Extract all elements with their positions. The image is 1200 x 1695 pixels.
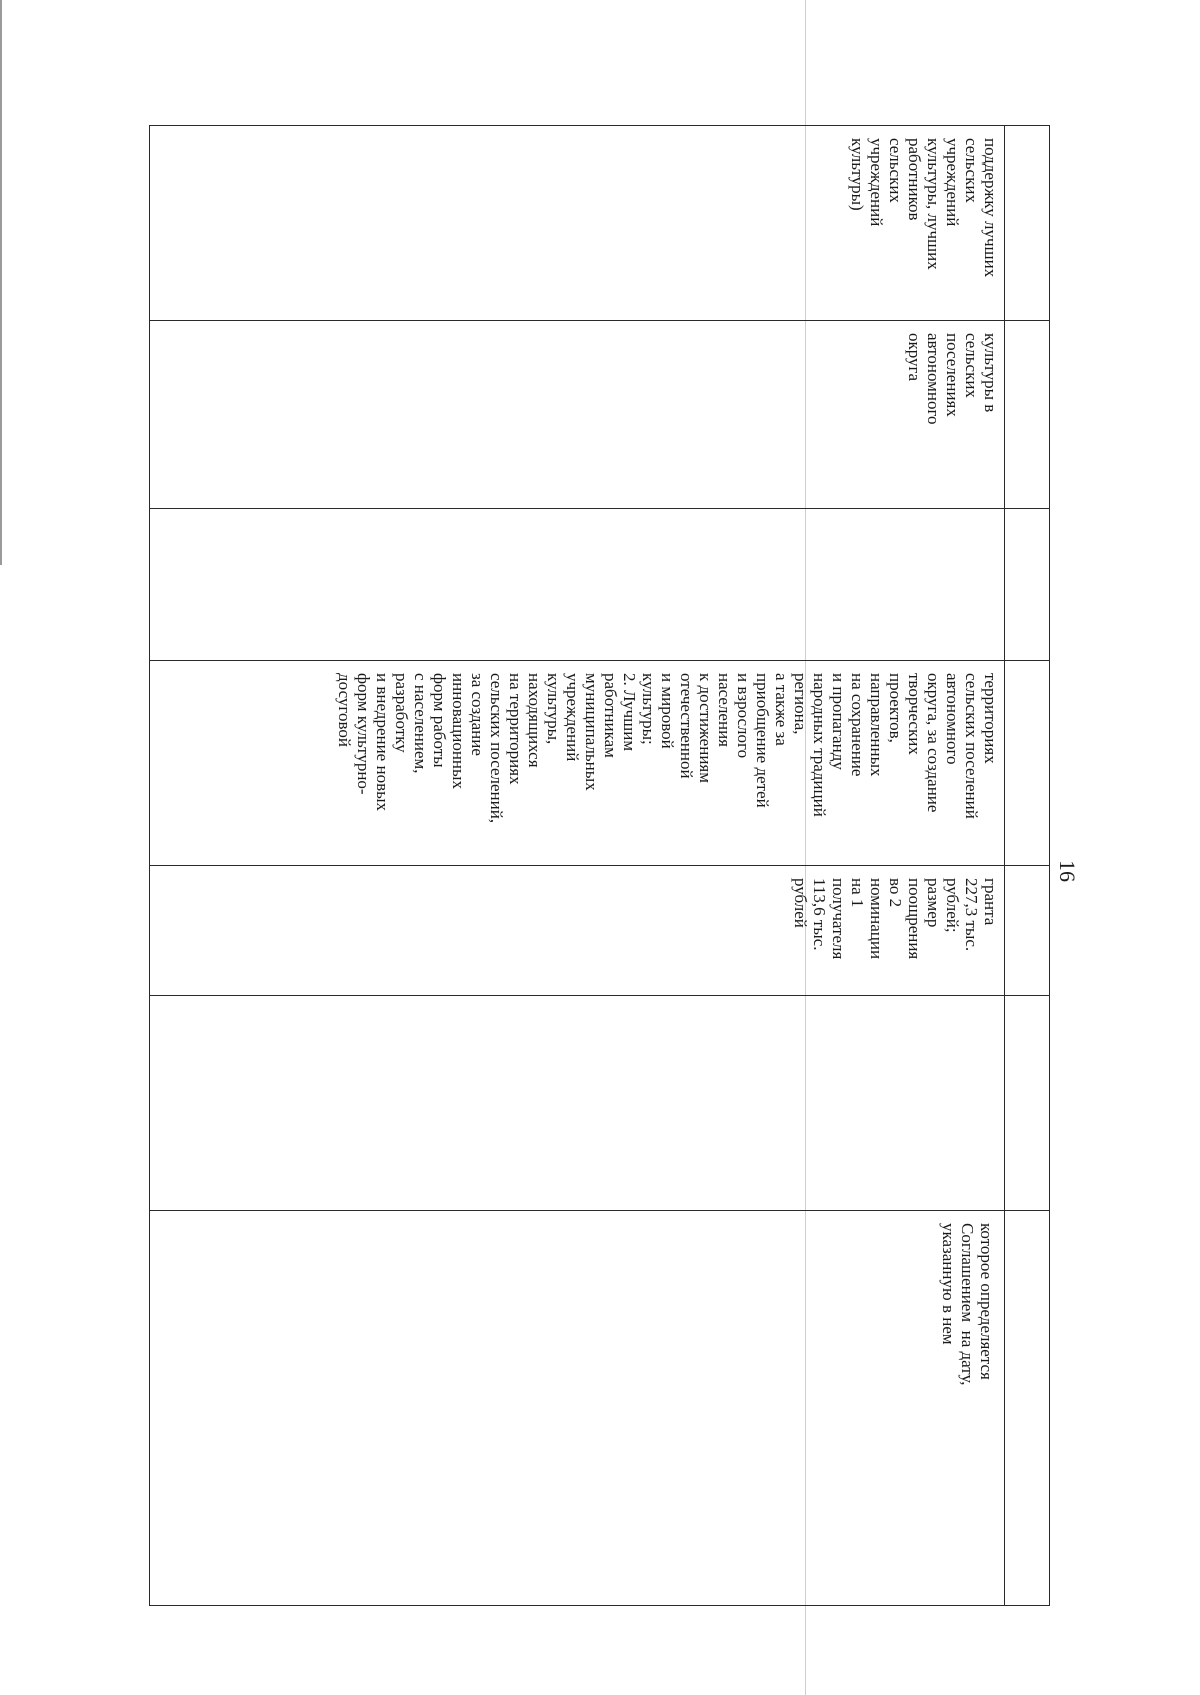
table-cell-col4 xyxy=(150,661,1005,866)
cell-text: территориях сельских поселений автономного округа, за создание творческих проектов, направленных на сохранение и пропаганду народных традиций региона, а также за приобщение детей и взрослого населения к достижениям отечественной и мировой культуры; 2. Лучшим работникам муниципальных учреждений культуры, находящихся на территориях сельских поселений, за создание инновационных форм работы с населением, разработку и внедрение новых форм культурно- досуговой xyxy=(335,673,1000,824)
table-cell xyxy=(1005,866,1050,996)
table-cell xyxy=(1005,996,1050,1211)
scan-left-edge xyxy=(0,0,2,565)
table-cell xyxy=(1005,509,1050,661)
table-cell-col1 xyxy=(150,126,1005,321)
table-row-top xyxy=(1005,126,1050,1606)
page-number: 16 xyxy=(1055,860,1080,882)
cell-text xyxy=(1000,509,1004,660)
table-cell-col5 xyxy=(150,866,1005,996)
cell-text: культуры в сельских поселениях автономного округа xyxy=(905,333,1000,425)
cell-text: гранта 227,3 тыс. рублей; размер поощрения во 2 номинации на 1 получателя 113,6 тыс. рублей xyxy=(791,878,1000,960)
table-cell-col2 xyxy=(150,321,1005,509)
table-cell xyxy=(1005,126,1050,321)
table-cell-col6 xyxy=(150,996,1005,1211)
table-cell xyxy=(1005,1211,1050,1606)
table-cell xyxy=(1005,661,1050,866)
table-cell-col7 xyxy=(150,1211,1005,1606)
cell-text: которое определяется Соглашением на дату, указанную в нем xyxy=(939,1223,996,1386)
document-table xyxy=(149,125,1050,1606)
cell-text: поддержку лучших сельских учреждений культуры, лучших работников сельских учреждений культуры) xyxy=(848,138,1000,278)
cell-text xyxy=(1000,996,1004,1210)
rotated-page xyxy=(150,125,1080,1605)
table-row-content xyxy=(150,126,1005,1606)
table-cell xyxy=(1005,321,1050,509)
table-cell-col3 xyxy=(150,509,1005,661)
